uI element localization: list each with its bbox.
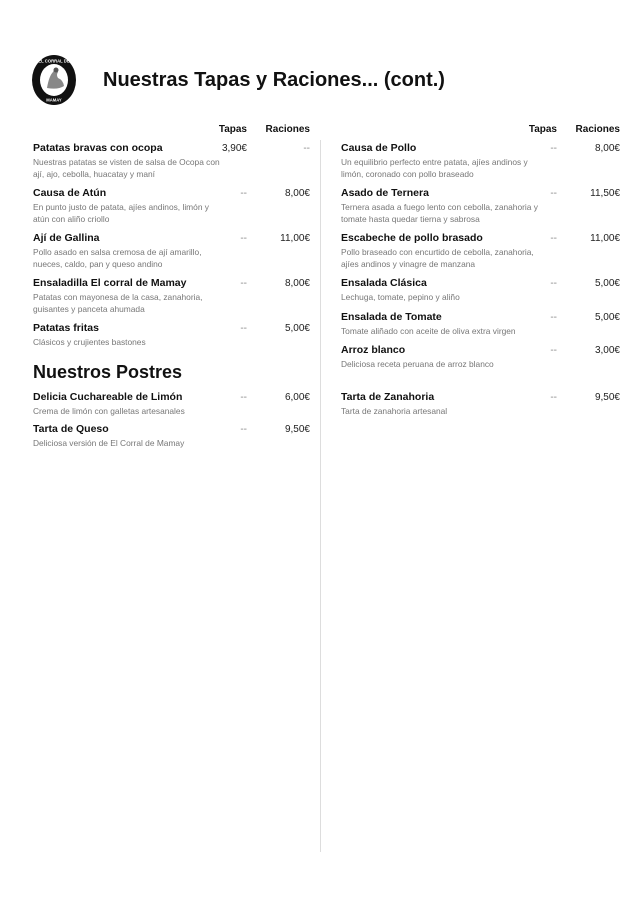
right-menu-column <box>341 119 620 375</box>
dish-description: Nuestras patatas se visten de salsa de Ocopa con ají, ajo, cebolla, huacatay y maní <box>33 157 220 179</box>
menu-item-row <box>33 319 310 337</box>
tapas-price: -- <box>240 323 247 334</box>
menu-item <box>341 184 620 225</box>
menu-item <box>341 139 620 180</box>
dish-description: En punto justo de patata, ajíes andinos, limón y atún con aliño criollo <box>33 202 209 224</box>
restaurant-logo <box>31 54 77 106</box>
raciones-header: Raciones <box>265 123 310 135</box>
dish-description: Patatas con mayonesa de la casa, zanahoria, guisantes y panceta ahumada <box>33 292 203 314</box>
raciones-price: 3,00€ <box>594 345 620 356</box>
tapas-price: -- <box>550 143 557 154</box>
menu-item-row <box>33 388 310 406</box>
menu-item <box>33 184 310 225</box>
dish-description: Ternera asada a fuego lento con cebolla, zanahoria y tomate hasta quedar tierna y sabrosa <box>341 202 538 224</box>
dish-description: Clásicos y crujientes bastones <box>33 337 146 347</box>
menu-item-row <box>341 184 620 202</box>
dish-name: Causa de Pollo <box>341 142 417 154</box>
dish-name: Ensaladilla El corral de Mamay <box>33 277 187 289</box>
raciones-price: 6,00€ <box>284 392 310 403</box>
menu-item <box>341 229 620 270</box>
dish-description: Deliciosa versión de El Corral de Mamay <box>33 437 185 448</box>
menu-item-row <box>341 274 620 292</box>
dish-description: Deliciosa receta peruana de arroz blanco <box>341 359 494 369</box>
raciones-header: Raciones <box>575 123 620 135</box>
menu-item <box>33 139 310 180</box>
menu-item-row <box>341 388 620 406</box>
raciones-price: 9,50€ <box>594 392 620 403</box>
menu-item <box>33 388 310 418</box>
dish-description: Tarta de zanahoria artesanal <box>341 406 448 416</box>
dish-name: Ají de Gallina <box>33 232 100 244</box>
dish-name: Asado de Ternera <box>341 187 429 199</box>
tapas-price: -- <box>240 392 247 403</box>
column-headers <box>341 119 620 139</box>
tapas-price: -- <box>240 423 247 435</box>
dish-name: Patatas fritas <box>33 322 99 334</box>
menu-item-row <box>341 229 620 247</box>
dish-description: Pollo braseado con encurtido de cebolla, zanahoria, ajíes andinos y vinagre de manzana <box>341 247 534 269</box>
menu-item-row <box>341 139 620 157</box>
tapas-header: Tapas <box>528 123 557 135</box>
dish-name: Tarta de Queso <box>33 422 109 435</box>
postres-right-column <box>341 388 620 420</box>
dish-name: Escabeche de pollo brasado <box>341 232 483 244</box>
raciones-price: 11,50€ <box>590 188 620 199</box>
raciones-price: 8,00€ <box>284 278 310 289</box>
dish-name: Ensalada de Tomate <box>341 310 442 323</box>
dish-name: Delicia Cuchareable de Limón <box>33 391 183 403</box>
menu-item <box>341 388 620 418</box>
menu-item-row <box>33 184 310 202</box>
menu-item <box>341 274 620 304</box>
left-menu-column <box>33 119 310 353</box>
tapas-price: -- <box>240 233 247 244</box>
tapas-price: -- <box>240 278 247 289</box>
column-divider <box>320 140 321 852</box>
raciones-price: -- <box>303 143 310 154</box>
menu-item <box>33 229 310 270</box>
raciones-price: 9,50€ <box>284 423 310 435</box>
dish-description: Tomate aliñado con aceite de oliva extra virgen <box>341 325 516 336</box>
dish-description: Crema de limón con galletas artesanales <box>33 406 185 416</box>
raciones-price: 11,00€ <box>280 233 310 244</box>
logo-text-bottom: MAMAY <box>46 97 62 103</box>
tapas-price: -- <box>550 311 557 323</box>
menu-item-row <box>33 139 310 157</box>
raciones-price: 5,00€ <box>594 311 620 323</box>
column-headers <box>33 119 310 139</box>
menu-item <box>341 341 620 371</box>
menu-item-row <box>33 420 310 438</box>
tapas-header: Tapas <box>218 123 247 135</box>
logo-text-top: EL CORRAL DE <box>38 58 70 64</box>
raciones-price: 5,00€ <box>594 278 620 289</box>
menu-item-row <box>341 341 620 359</box>
menu-item <box>33 420 310 450</box>
menu-item <box>33 274 310 315</box>
dish-description: Un equilibrio perfecto entre patata, ajíes andinos y limón, coronado con pollo braseado <box>341 157 528 179</box>
dish-description: Lechuga, tomate, pepino y aliño <box>341 292 460 302</box>
postres-left-column <box>33 388 310 451</box>
menu-item-row <box>341 308 620 326</box>
tapas-price: -- <box>550 233 557 244</box>
tapas-price: -- <box>240 188 247 199</box>
tapas-price: -- <box>550 188 557 199</box>
menu-item-row <box>33 274 310 292</box>
menu-item <box>341 308 620 338</box>
page-title: Nuestras Tapas y Raciones... (cont.) <box>103 69 445 91</box>
postres-section-title: Nuestros Postres <box>33 362 183 382</box>
dish-name: Tarta de Zanahoria <box>341 391 435 403</box>
dish-name: Patatas bravas con ocopa <box>33 142 163 154</box>
raciones-price: 8,00€ <box>594 143 620 154</box>
tapas-price: 3,90€ <box>221 143 247 154</box>
raciones-price: 5,00€ <box>284 323 310 334</box>
menu-item-row <box>33 229 310 247</box>
dish-description: Pollo asado en salsa cremosa de ají amarillo, nueces, caldo, pan y queso andino <box>33 247 202 269</box>
menu-item <box>33 319 310 349</box>
raciones-price: 8,00€ <box>284 188 310 199</box>
tapas-price: -- <box>550 345 557 356</box>
dish-name: Causa de Atún <box>33 187 107 199</box>
raciones-price: 11,00€ <box>590 233 620 244</box>
dish-name: Ensalada Clásica <box>341 277 427 289</box>
dish-name: Arroz blanco <box>341 344 406 356</box>
tapas-price: -- <box>550 392 557 403</box>
tapas-price: -- <box>550 278 557 289</box>
